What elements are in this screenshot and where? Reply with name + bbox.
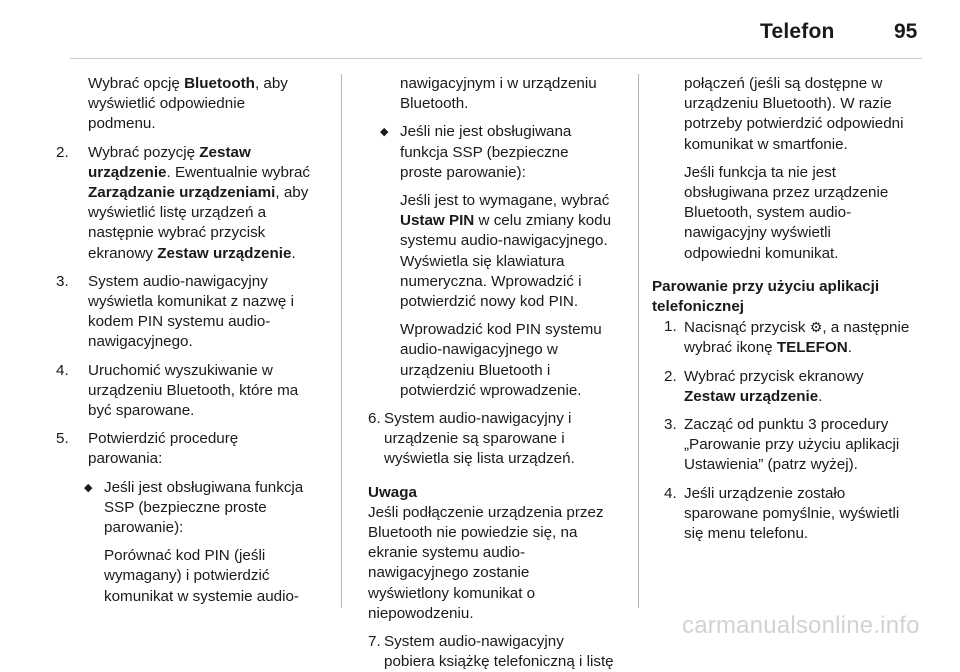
step-3: 3. System audio-nawigacyjny wyświetla komunikat z nazwę i kodem PIN systemu audio- nawigacyjnego.	[56, 272, 294, 351]
bullet-marker: ◆	[380, 126, 389, 139]
bullet-ssp-not-supported: ◆ Jeśli nie jest obsługiwana funkcja SSP (bezpieczne proste parowanie):	[380, 123, 572, 181]
header-rule	[70, 58, 922, 59]
column-divider-1	[341, 74, 342, 608]
bullet-ssp-supported-detail: Porównać kod PIN (jeśli wymagany) i potwierdzić komunikat w systemie audio-	[104, 547, 299, 605]
phone-step-3: 3. Zacząć od punktu 3 procedury „Parowanie przy użyciu aplikacji Ustawienia” (patrz wyżej).	[664, 416, 900, 474]
bullet-ssp-supported-continued: nawigacyjnym i w urządzeniu Bluetooth.	[400, 75, 597, 113]
column-1	[56, 74, 338, 607]
step-7: 7. System audio-nawigacyjny pobiera książkę telefoniczną i listę	[368, 633, 614, 671]
bullet-ssp-not-supported-enter-pin: Wprowadzić kod PIN systemu audio-nawigacyjnego w urządzeniu Bluetooth i potwierdzić wprowadzenie.	[400, 321, 602, 399]
section-heading: Parowanie przy użyciu aplikacji telefonicznej	[652, 277, 880, 316]
page-title: Telefon	[760, 20, 835, 43]
page-number: 95	[894, 20, 918, 43]
settings-gear-icon: ⚙	[809, 319, 823, 336]
step-1-continued: Wybrać opcję Bluetooth, aby wyświetlić odpowiednie podmenu.	[88, 75, 288, 133]
phone-step-2: 2. Wybrać przycisk ekranowy Zestaw urządzenie.	[664, 367, 864, 405]
step-7-unsupported-note: Jeśli funkcja ta nie jest obsługiwana przez urządzenie Bluetooth, system audio- nawigacyjny wyświetli odpowiedni komunikat.	[684, 163, 889, 262]
step-4: 4. Uruchomić wyszukiwanie w urządzeniu Bluetooth, które ma być sparowane.	[56, 361, 299, 420]
step-2: 2. Wybrać pozycję Zestaw urządzenie. Ewentualnie wybrać Zarządzanie urządzeniami, aby wyświetlić listę urządzeń a następnie wybrać przycisk ekranowy Zestaw urządzenie.	[56, 143, 311, 262]
note-box: Uwaga Jeśli podłączenie urządzenia przez Bluetooth nie powiedzie się, na ekranie systemu audio- nawigacyjnego zostanie wyświetlony komunikat o niepowodzeniu.	[352, 483, 636, 624]
bullet-ssp-not-supported-detail: Jeśli jest to wymagane, wybrać Ustaw PIN w celu zmiany kodu systemu audio-nawigacyjnego. Wyświetla się klawiatura numeryczna. Wprowadzić i potwierdzić nowy kod PIN.	[400, 192, 612, 311]
phone-step-1: 1. Nacisnąć przycisk ⚙, a następnie wybrać ikonę TELEFON.	[664, 318, 910, 357]
step-5: 5. Potwierdzić procedurę parowania:	[56, 430, 239, 468]
watermark: carmanualsonline.info	[682, 612, 920, 639]
bullet-ssp-supported: ◆ Jeśli jest obsługiwana funkcja SSP (bezpieczne proste parowanie):	[84, 478, 304, 537]
column-3	[652, 74, 924, 544]
column-2	[352, 74, 636, 672]
note-title: Uwaga	[368, 483, 417, 501]
column-divider-2	[638, 74, 639, 608]
step-7-continued: połączeń (jeśli są dostępne w urządzeniu Bluetooth). W razie potrzeby potwierdzić odpowiedni komunikat w smartfonie.	[684, 75, 904, 153]
step-6: 6. System audio-nawigacyjny i urządzenie są sparowane i wyświetla się lista urządzeń.	[368, 410, 575, 468]
phone-step-4: 4. Jeśli urządzenie zostało sparowane pomyślnie, wyświetli się menu telefonu.	[664, 484, 900, 543]
bullet-marker: ◆	[84, 481, 93, 494]
